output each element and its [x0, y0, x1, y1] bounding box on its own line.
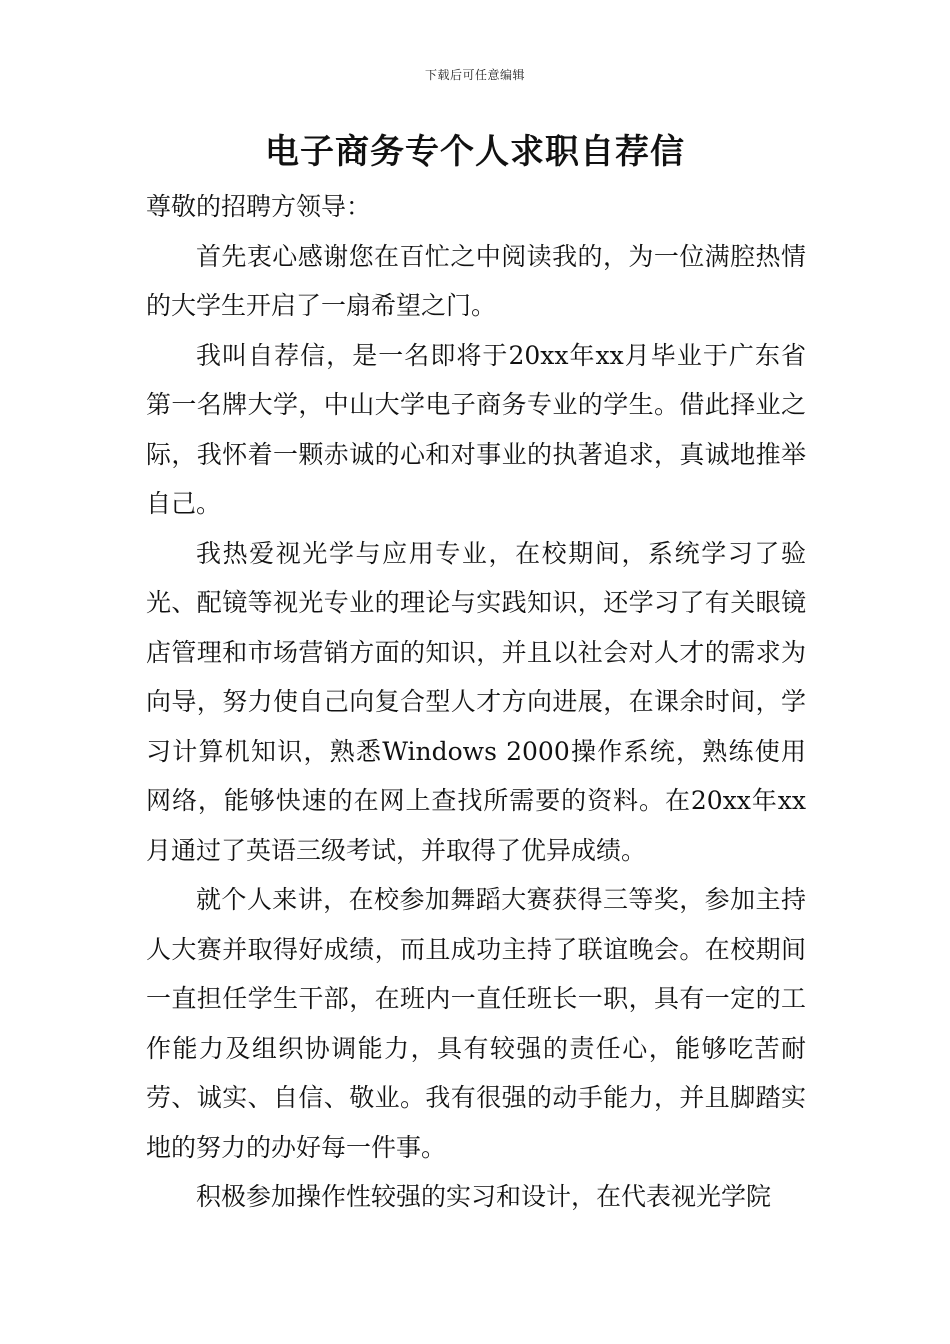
paragraph-activities: 就个人来讲，在校参加舞蹈大赛获得三等奖，参加主持人大赛并取得好成绩，而且成功主持了联谊晚会。在校期间一直担任学生干部，在班内一直任班长一职，具有一定的工作能力及组织协调能力，具有较强的责任心，能够吃苦耐劳、诚实、自信、敬业。我有很强的动手能力，并且脚踏实地的努力的办好每一件事。 [146, 885, 806, 1162]
paragraph-practice: 积极参加操作性较强的实习和设计，在代表视光学院 [196, 1182, 772, 1211]
paragraph-introduction: 我叫自荐信，是一名即将于20xx年xx月毕业于广东省第一名牌大学，中山大学电子商务专业的学生。借此择业之际，我怀着一颗赤诚的心和对事业的执著追求，真诚地推举自己。 [146, 340, 806, 518]
letter-body [146, 182, 806, 1222]
header-note: 下载后可任意编辑 [424, 68, 525, 82]
document-title: 电子商务专个人求职自荐信 [265, 132, 685, 172]
paragraph-thanks: 首先衷心感谢您在百忙之中阅读我的，为一位满腔热情的大学生开启了一扇希望之门。 [146, 241, 806, 320]
greeting: 尊敬的招聘方领导： [146, 192, 372, 221]
paragraph-studies: 我热爱视光学与应用专业，在校期间，系统学习了验光、配镜等视光专业的理论与实践知识，还学习了有关眼镜店管理和市场营销方面的知识，并且以社会对人才的需求为向导，努力使自己向复合型人才方向进展，在课余时间，学习计算机知识，熟悉Windows 2000操作系统，熟练使用网络，能够快速的在网上查找所需要的资料。在20xx年xx月通过了英语三级考试，并取得了优异成绩。 [146, 538, 806, 865]
